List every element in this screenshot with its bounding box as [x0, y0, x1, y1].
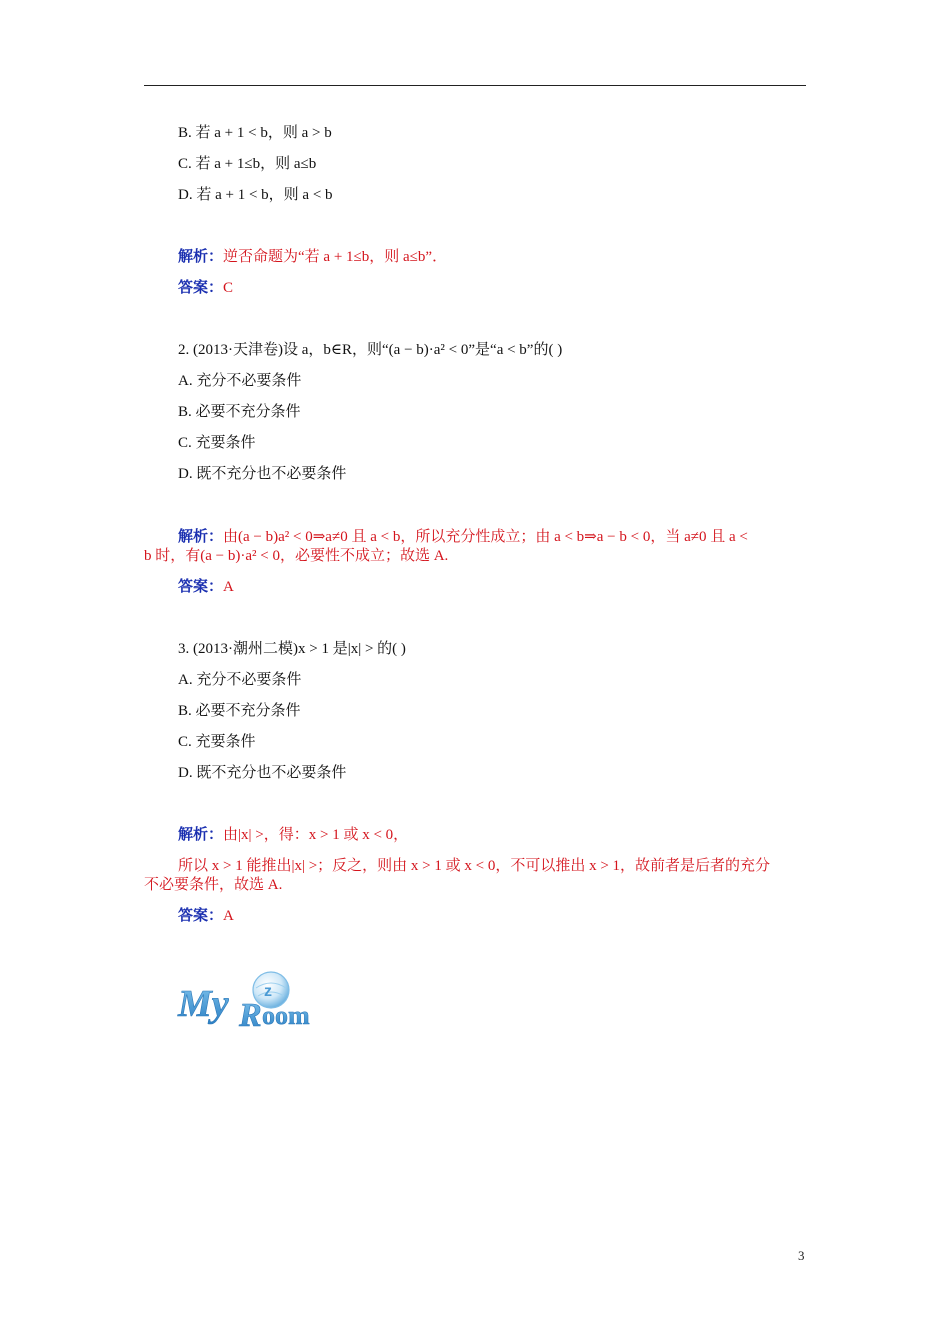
q1-answer [178, 279, 233, 298]
myroom-logo-graphic [176, 966, 340, 1032]
q3-stem: 3. (2013·潮州二模)x > 1 是|x| > 的( ) [178, 641, 406, 657]
q2-option-d: D. 既不充分也不必要条件 [178, 466, 347, 482]
analysis-label: 解析： [178, 249, 224, 265]
q3-option-a: A. 充分不必要条件 [178, 672, 302, 688]
q2-analysis-line-1 [178, 528, 748, 547]
q2-option-c: C. 充要条件 [178, 435, 256, 451]
q1-analysis [178, 248, 447, 267]
logo-text-my: My [178, 983, 229, 1025]
analysis-text: 由|x| >，得：x > 1 或 x < 0， [223, 827, 409, 843]
answer-value: A [223, 908, 234, 924]
myroom-logo [176, 966, 340, 1032]
q1-option-b: B. 若 a + 1 < b，则 a > b [178, 125, 332, 141]
page-number: 3 [798, 1248, 805, 1263]
q1-option-d: D. 若 a + 1 < b，则 a < b [178, 187, 333, 203]
q3-option-b: B. 必要不充分条件 [178, 703, 301, 719]
answer-value: A [223, 579, 234, 595]
q3-option-c: C. 充要条件 [178, 734, 256, 750]
logo-text-room: oom [262, 1001, 310, 1030]
q2-option-a: A. 充分不必要条件 [178, 373, 302, 389]
q3-analysis-line-1 [178, 826, 408, 845]
q3-analysis-line-2: 所以 x > 1 能推出|x| >；反之，则由 x > 1 或 x < 0，不可以推出 x > 1，故前者是后者的充分 [178, 858, 771, 874]
logo-badge-letter: z [264, 983, 272, 1000]
answer-label: 答案： [178, 579, 224, 595]
header-rule [144, 85, 806, 86]
analysis-text: 由(a − b)a² < 0⇒a≠0 且 a < b，所以充分性成立；由 a < b⇒a − b < 0，当 a≠0 且 a < [223, 529, 748, 545]
q3-answer [178, 907, 234, 926]
q2-option-b: B. 必要不充分条件 [178, 404, 301, 420]
logo-letter-r: R [239, 997, 262, 1032]
q2-analysis-line-2: b 时，有(a − b)·a² < 0，必要性不成立；故选 A. [144, 548, 449, 564]
analysis-text: 逆否命题为“若 a + 1≤b，则 a≤b”． [223, 249, 448, 265]
answer-value: C [223, 280, 234, 296]
q2-answer [178, 578, 234, 597]
q2-stem: 2. (2013·天津卷)设 a，b∈R，则“(a − b)·a² < 0”是“a < b”的( ) [178, 342, 563, 358]
q3-analysis-line-3: 不必要条件，故选 A. [144, 877, 283, 893]
answer-label: 答案： [178, 908, 224, 924]
analysis-label: 解析： [178, 827, 224, 843]
answer-label: 答案： [178, 280, 224, 296]
analysis-label: 解析： [178, 529, 224, 545]
q3-option-d: D. 既不充分也不必要条件 [178, 765, 347, 781]
q1-option-c: C. 若 a + 1≤b，则 a≤b [178, 156, 317, 172]
